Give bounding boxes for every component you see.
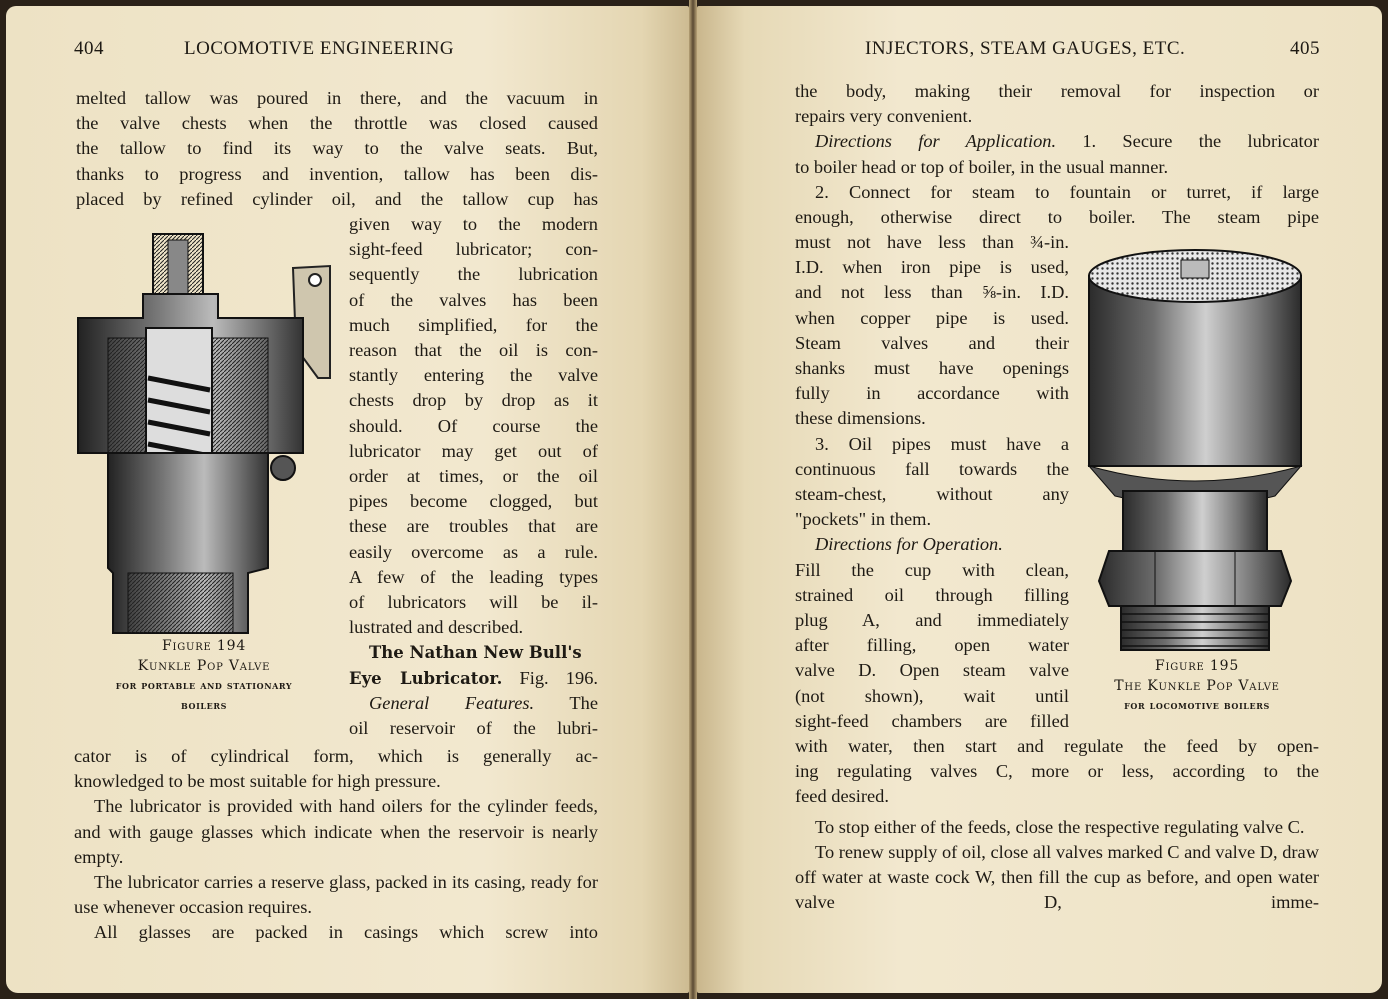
text-line: Steam valves and their xyxy=(795,332,1069,353)
figure-195-image xyxy=(1085,246,1305,656)
figure-194-caption xyxy=(66,636,342,716)
book-gutter xyxy=(689,0,697,999)
text-line: the valve chests when the throttle was closed caused xyxy=(76,113,598,134)
text-line: 3. Oil pipes must have a xyxy=(815,433,1069,454)
figure-subtitle: boilers xyxy=(181,699,227,712)
text-line: enough, otherwise direct to boiler. The steam pipe xyxy=(795,207,1319,228)
figure-label: Figure 194 xyxy=(161,638,247,654)
text-line: Fill the cup with clean, xyxy=(795,559,1069,580)
figure-subtitle: for portable and stationary xyxy=(115,679,293,692)
left-page xyxy=(6,6,689,993)
text-line: General Features. The xyxy=(369,692,599,713)
text-line: ing regulating valves C, more or less, according to the xyxy=(795,761,1319,782)
text-line: reason that the oil is con- xyxy=(349,340,598,361)
figure-label: Figure 195 xyxy=(1154,658,1240,674)
text-line: placed by refined cylinder oil, and the tallow cup has xyxy=(76,188,598,209)
figure-subtitle: for locomotive boilers xyxy=(1124,699,1270,712)
text-line: 2. Connect for steam to fountain or turret, if large xyxy=(815,181,1319,202)
text-line: given way to the modern xyxy=(349,214,598,234)
paragraph: All glasses are packed in casings which screw into xyxy=(94,922,598,943)
text-line: with water, then start and regulate the feed by open- xyxy=(795,736,1319,756)
text-line: chests drop by drop as it xyxy=(349,390,598,411)
page-number: 404 xyxy=(74,38,104,59)
text-column xyxy=(795,230,1069,734)
running-head: INJECTORS, STEAM GAUGES, ETC. xyxy=(865,38,1186,59)
figure-194-image xyxy=(68,228,338,640)
text-line: repairs very convenient. xyxy=(795,106,973,127)
text-block-top xyxy=(795,79,1319,230)
text-block-top xyxy=(76,86,598,212)
text-line: oil reservoir of the lubri- xyxy=(349,718,598,739)
section-heading: The Nathan New Bull's xyxy=(369,643,582,663)
text-line: feed desired. xyxy=(795,786,889,807)
text-line: these are troubles that are xyxy=(349,516,598,537)
text-line: Directions for Operation. xyxy=(815,534,1003,555)
text-line: sight-feed lubricator; con- xyxy=(349,239,598,260)
text-line: knowledged to be most suitable for high pressure. xyxy=(74,771,441,792)
text-line: "pockets" in them. xyxy=(795,509,932,530)
text-line: the tallow to find its way to the valve seats. But, xyxy=(76,138,598,159)
text-line: I.D. when iron pipe is used, xyxy=(795,257,1069,278)
text-line: sequently the lubrication xyxy=(349,264,598,285)
text-line: much simplified, for the xyxy=(349,314,598,335)
text-line: cator is of cylindrical form, which is generally ac- xyxy=(74,746,598,766)
paragraph: To renew supply of oil, close all valves marked C and valve D, draw off water at waste cock W, then fill the cup as before, and open water valve D, imme- xyxy=(795,841,1319,913)
paragraph: To stop either of the feeds, close the respective regulating valve C. xyxy=(815,816,1305,837)
text-line: steam-chest, without any xyxy=(795,484,1069,505)
text-line: stantly entering the valve xyxy=(349,365,598,386)
text-line: A few of the leading types xyxy=(349,566,598,587)
right-page xyxy=(697,6,1382,993)
text-line: of lubricators will be il- xyxy=(349,592,598,613)
text-column xyxy=(349,212,598,741)
text-line: when copper pipe is used. xyxy=(795,307,1069,328)
text-line: plug A, and immediately xyxy=(795,610,1069,631)
text-line: to boiler head or top of boiler, in the usual manner. xyxy=(795,156,1169,177)
paragraph: The lubricator is provided with hand oilers for the cylinder feeds, and with gauge glasses which indicate when the reservoir is nearly empty. xyxy=(74,796,598,867)
text-line: the body, making their removal for inspection or xyxy=(795,81,1319,101)
text-line: and not less than ⅝-in. I.D. xyxy=(795,282,1069,303)
text-line: pipes become clogged, but xyxy=(349,491,598,512)
text-line: should. Of course the xyxy=(349,415,598,436)
section-heading: Eye Lubricator. Fig. 196. xyxy=(349,667,598,688)
text-line: order at times, or the oil xyxy=(349,466,598,487)
figure-195-caption xyxy=(1077,656,1317,716)
text-line: lubricator may get out of xyxy=(349,440,598,461)
text-line: after filling, open water xyxy=(795,635,1069,656)
text-line: easily overcome as a rule. xyxy=(349,541,598,562)
text-line: lustrated and described. xyxy=(349,617,524,638)
page-number: 405 xyxy=(1290,38,1320,59)
figure-title: The Kunkle Pop Valve xyxy=(1114,678,1280,694)
text-line: of the valves has been xyxy=(349,289,598,310)
text-line: valve D. Open steam valve xyxy=(795,660,1069,681)
text-block-bottom xyxy=(74,744,598,946)
text-line: continuous fall towards the xyxy=(795,458,1069,479)
text-line: these dimensions. xyxy=(795,408,926,429)
text-line: (not shown), wait until xyxy=(795,685,1069,706)
text-block-bottom xyxy=(795,734,1319,915)
text-line: sight-feed chambers are filled xyxy=(795,710,1069,731)
text-line: fully in accordance with xyxy=(795,383,1069,404)
text-line: melted tallow was poured in there, and the vacuum in xyxy=(76,88,598,108)
text-line: thanks to progress and invention, tallow has been dis- xyxy=(76,163,598,184)
running-head: LOCOMOTIVE ENGINEERING xyxy=(184,38,455,59)
text-line: Directions for Application. 1. Secure the lubricator xyxy=(815,131,1319,152)
text-line: shanks must have openings xyxy=(795,358,1069,379)
text-line: strained oil through filling xyxy=(795,584,1069,605)
paragraph: The lubricator carries a reserve glass, packed in its casing, ready for use whenever occasion requires. xyxy=(74,872,598,918)
text-line: must not have less than ¾-in. xyxy=(795,232,1069,252)
figure-title: Kunkle Pop Valve xyxy=(137,658,271,674)
